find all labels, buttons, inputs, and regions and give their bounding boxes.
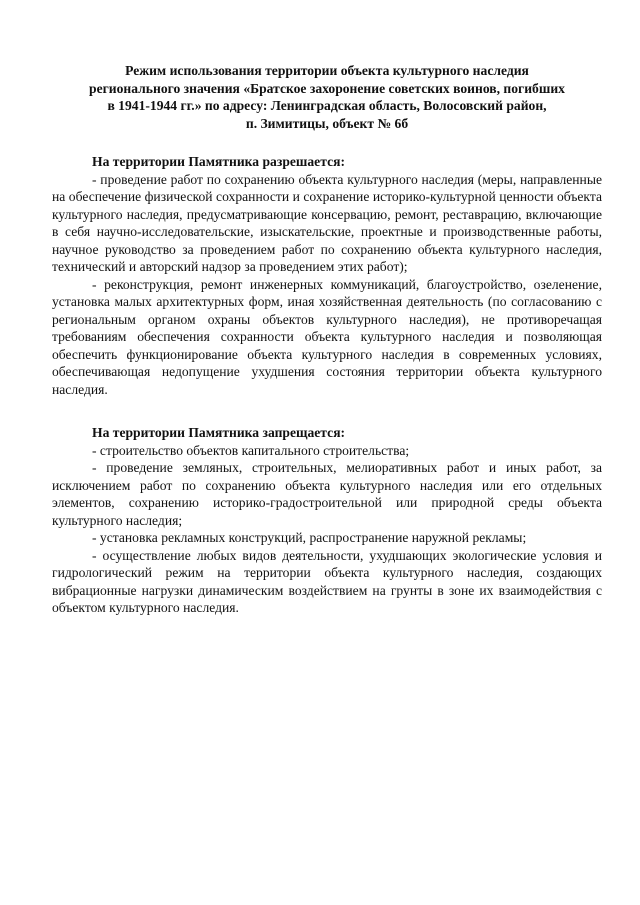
document-title bbox=[52, 62, 602, 132]
title-line: регионального значения «Братское захоронение советских воинов, погибших bbox=[89, 80, 565, 96]
forbidden-section bbox=[52, 424, 602, 617]
allowed-section bbox=[52, 153, 602, 398]
title-line: в 1941-1944 гг.» по адресу: Ленинградская область, Волосовский район, bbox=[107, 98, 547, 113]
allowed-heading: На территории Памятника разрешается: bbox=[92, 154, 345, 169]
forbidden-item: - строительство объектов капитального строительства; bbox=[92, 442, 410, 458]
document-page bbox=[52, 62, 602, 617]
title-line: п. Зимитицы, объект № 6б bbox=[245, 115, 409, 131]
forbidden-item: - проведение земляных, строительных, мелиоративных работ и иных работ, за исключением работ по сохранению объекта культурного наследия или его отдельных элементов, сохранению историко-градостроительной или природной среды объекта культурного наследия; bbox=[52, 460, 602, 528]
allowed-item: - проведение работ по сохранению объекта культурного наследия (меры, направленные на обеспечение физической сохранности и сохранение историко-культурной ценности объекта культурного наследия, предусматривающие консервацию, ремонт, реставрацию, включающие в себя научно-исследовательские, изыскательские, проектные и производственные работы, научное руководство за проведением работ по сохранению объекта культурного наследия, технический и авторский надзор за проведением этих работ); bbox=[52, 171, 602, 274]
forbidden-heading: На территории Памятника запрещается: bbox=[92, 425, 346, 440]
section-spacer bbox=[52, 398, 602, 424]
forbidden-item: - осуществление любых видов деятельности, ухудшающих экологические условия и гидрологический режим на территории объекта культурного наследия, создающих вибрационные нагрузки динамическим воздействием на грунты в зоне их взаимодействия с объектом культурного наследия. bbox=[52, 547, 602, 615]
title-line: Режим использования территории объекта культурного наследия bbox=[125, 63, 529, 78]
forbidden-item: - установка рекламных конструкций, распространение наружной рекламы; bbox=[92, 530, 527, 545]
allowed-item: - реконструкция, ремонт инженерных коммуникаций, благоустройство, озеленение, установка малых архитектурных форм, иная хозяйственная деятельность (по согласованию с региональным органом охраны объектов культурного наследия), не противоречащая требованиям обеспечения сохранности объекта культурного наследия и позволяющая обеспечить функционирование объекта культурного наследия в современных условиях, обеспечивающая недопущение ухудшения состояния территории объекта культурного наследия. bbox=[52, 276, 602, 397]
